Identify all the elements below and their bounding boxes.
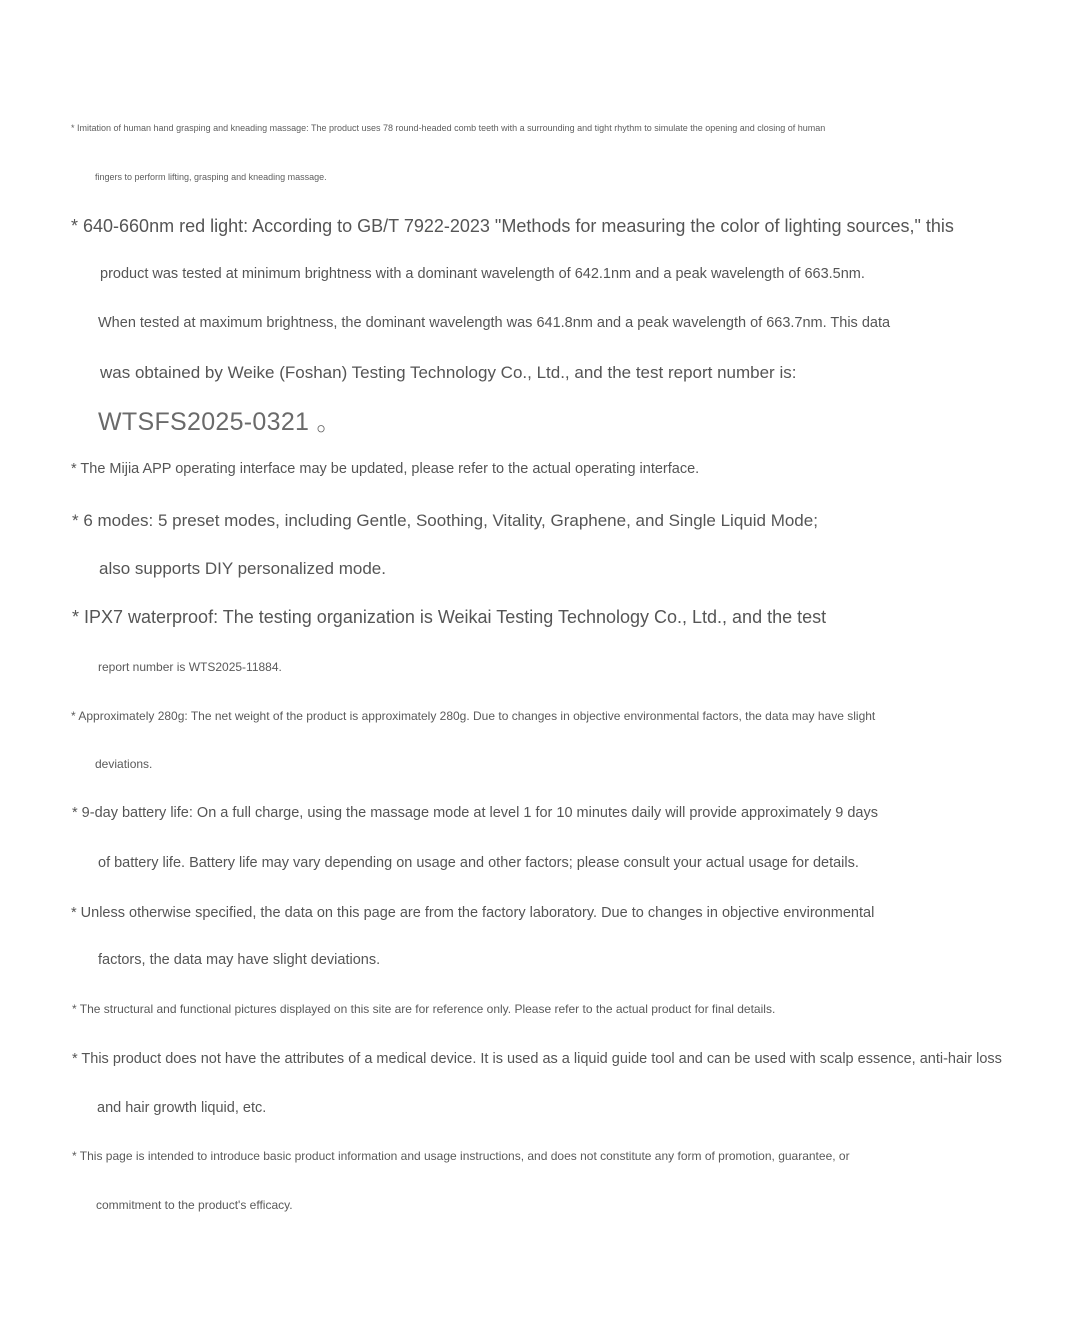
data-source-note-line-1: * Unless otherwise specified, the data on this page are from the factory laboratory. Due to changes in objective environmental — [71, 905, 875, 921]
test-report-number: WTSFS2025-0321 。 — [98, 408, 342, 436]
red-light-note-line-4: was obtained by Weike (Foshan) Testing Technology Co., Ltd., and the test report number is: — [100, 363, 797, 382]
pictures-note: * The structural and functional pictures displayed on this site are for reference only. Please refer to the actual product for final details. — [72, 1002, 776, 1016]
waterproof-note-line-2: report number is WTS2025-11884. — [98, 660, 282, 674]
modes-note-line-1: * 6 modes: 5 preset modes, including Gentle, Soothing, Vitality, Graphene, and Single Liquid Mode; — [72, 511, 818, 530]
disclaimer-note-line-1: * This page is intended to introduce basic product information and usage instructions, and does not constitute any form of promotion, guarantee, or — [72, 1149, 850, 1163]
disclaimer-note-line-2: commitment to the product's efficacy. — [96, 1198, 293, 1212]
weight-note-line-1: * Approximately 280g: The net weight of the product is approximately 280g. Due to changes in objective environmental factors, the data may have slight — [71, 709, 876, 723]
red-light-note-line-3: When tested at maximum brightness, the dominant wavelength was 641.8nm and a peak wavelength of 663.7nm. This data — [98, 315, 891, 331]
modes-note-line-2: also supports DIY personalized mode. — [99, 559, 386, 578]
app-note: * The Mijia APP operating interface may be updated, please refer to the actual operating interface. — [71, 461, 700, 477]
red-light-note-line-1: * 640-660nm red light: According to GB/T 7922-2023 "Methods for measuring the color of lighting sources," this — [71, 216, 954, 236]
red-light-note-line-2: product was tested at minimum brightness with a dominant wavelength of 642.1nm and a peak wavelength of 663.5nm. — [100, 266, 865, 282]
massage-note-line-1: * Imitation of human hand grasping and kneading massage: The product uses 78 round-headed comb teeth with a surrounding and tight rhythm to simulate the opening and closing of human — [71, 123, 826, 133]
massage-note-line-2: fingers to perform lifting, grasping and kneading massage. — [95, 172, 327, 182]
battery-note-line-1: * 9-day battery life: On a full charge, using the massage mode at level 1 for 10 minutes daily will provide approximately 9 days — [72, 805, 878, 821]
weight-note-line-2: deviations. — [95, 757, 153, 771]
medical-note-line-1: * This product does not have the attributes of a medical device. It is used as a liquid guide tool and can be used with scalp essence, anti-hair loss — [72, 1051, 1002, 1067]
data-source-note-line-2: factors, the data may have slight deviations. — [98, 952, 381, 968]
battery-note-line-2: of battery life. Battery life may vary depending on usage and other factors; please consult your actual usage for details. — [98, 855, 859, 871]
waterproof-note-line-1: * IPX7 waterproof: The testing organization is Weikai Testing Technology Co., Ltd., and the test — [72, 607, 827, 627]
medical-note-line-2: and hair growth liquid, etc. — [97, 1100, 267, 1116]
